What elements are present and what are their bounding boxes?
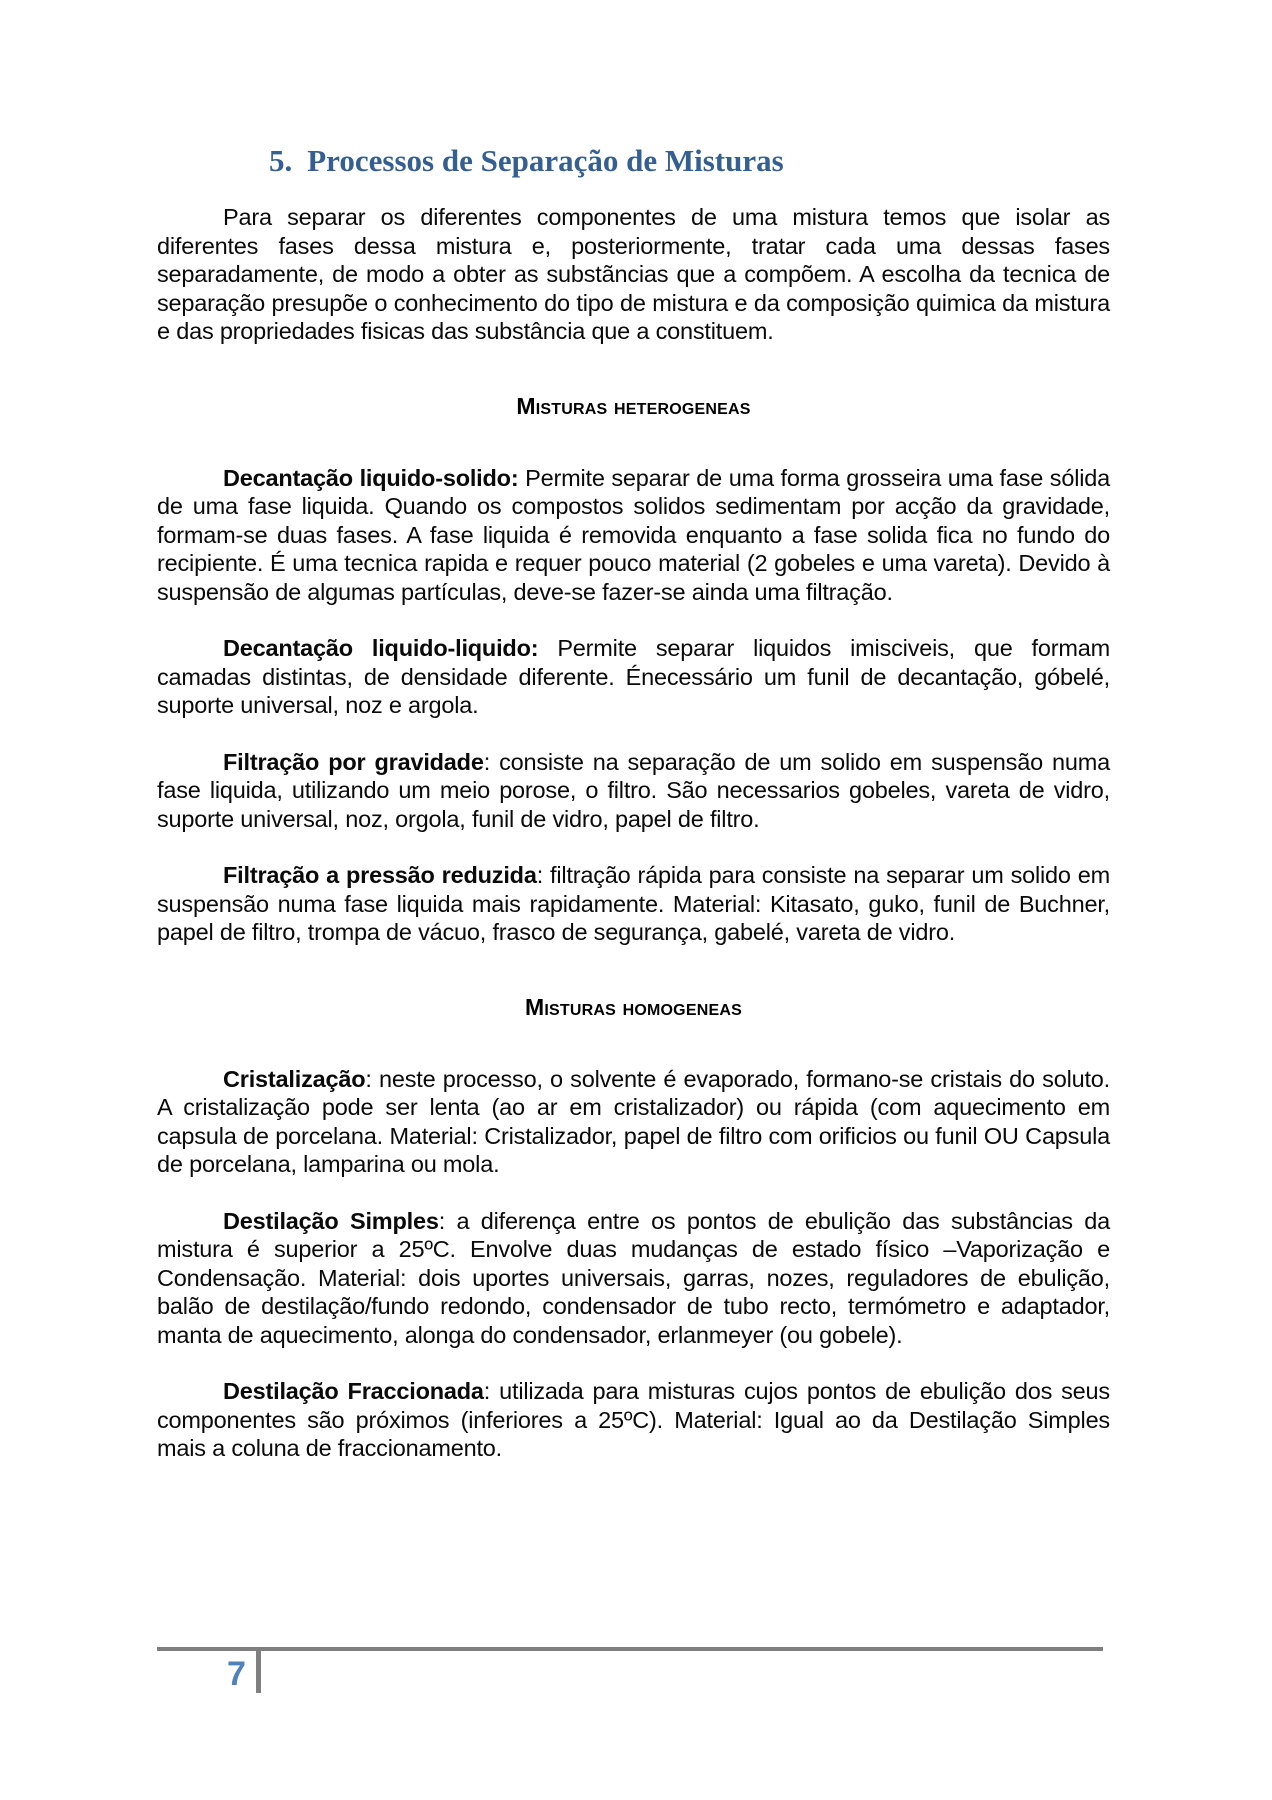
- paragraph: Para separar os diferentes componentes de uma mistura temos que isolar as diferentes fases dessa mistura e, posteriormente, tratar cada uma dessas fases separadamente, de modo a obter as substãncias que a compõem. A escolha da tecnica de separação presupõe o conhecimento do tipo de mistura e da composição quimica da mistura e das propriedades fisicas das substância que a constituem.: [157, 204, 1110, 344]
- section-heading: Misturas homogeneas: [525, 993, 742, 1020]
- paragraph: Decantação liquido-solido: Permite separar de uma forma grosseira uma fase sólida de uma fase liquida. Quando os compostos solidos sedimentam por acção da gravidade, formam-se duas fases. A fase liquida é removida enquanto a fase solida fica no fundo do recipiente. É uma tecnica rapida e requer pouco material (2 gobeles e uma vareta). Devido à suspensão de algumas partículas, deve-se fazer-se ainda uma filtração.: [157, 464, 1111, 605]
- paragraph: Cristalização: neste processo, o solvente é evaporado, formano-se cristais do soluto. A cristalização pode ser lenta (ao ar em cristalizador) ou rápida (com aquecimento em capsula de porcelana. Material: Cristalizador, papel de filtro com orificios ou funil OU Capsula de porcelana, lamparina ou mola.: [157, 1065, 1110, 1177]
- paragraph: Filtração a pressão reduzida: filtração rápida para consiste na separar um solido em suspensão numa fase liquida mais rapidamente. Material: Kitasato, guko, funil de Buchner, papel de filtro, trompa de vácuo, frasco de segurança, gabelé, vareta de vidro.: [157, 862, 1110, 945]
- content-column: [157, 0, 1110, 1491]
- footer-row: [227, 1651, 1103, 1697]
- paragraph-lead: Decantação liquido-liquido:: [223, 635, 539, 661]
- paragraph-lead: Filtração a pressão reduzida: [223, 862, 537, 888]
- page-number-divider: [256, 1651, 261, 1693]
- paragraph-lead: Decantação liquido-solido:: [223, 464, 519, 491]
- paragraph-lead: Cristalização: [223, 1065, 366, 1092]
- title-text: Processos de Separação de Misturas: [307, 143, 784, 178]
- page-number: 7: [227, 1655, 246, 1693]
- page-footer: [157, 1647, 1103, 1697]
- section-heading: Misturas heterogeneas: [516, 392, 751, 419]
- document-title: [269, 142, 1110, 179]
- title-number: 5.: [269, 143, 293, 178]
- document-body: [157, 203, 1110, 1463]
- paragraph: Destilação Fraccionada: utilizada para misturas cujos pontos de ebulição dos seus componentes são próximos (inferiores a 25ºC). Material: Igual ao da Destilação Simples mais a coluna de fraccionamento.: [157, 1378, 1110, 1461]
- paragraph: Decantação liquido-liquido: Permite separar liquidos imisciveis, que formam camadas distintas, de densidade diferente. Énecessário um funil de decantação, góbelé, suporte universal, noz e argola.: [157, 635, 1110, 718]
- paragraph: Destilação Simples: a diferença entre os pontos de ebulição das substâncias da mistura é superior a 25ºC. Envolve duas mudanças de estado físico –Vaporização e Condensação. Material: dois uportes universais, garras, nozes, reguladores de ebulição, balão de destilação/fundo redondo, condensador de tubo recto, termómetro e adaptador, manta de aquecimento, alonga do condensador, erlanmeyer (ou gobele).: [157, 1207, 1111, 1348]
- paragraph-lead: Destilação Simples: [223, 1207, 439, 1234]
- paragraph: Filtração por gravidade: consiste na separação de um solido em suspensão numa fase liquida, utilizando um meio porose, o filtro. São necessarios gobeles, vareta de vidro, suporte universal, noz, orgola, funil de vidro, papel de filtro.: [157, 748, 1110, 832]
- paragraph-lead: Filtração por gravidade: [223, 748, 484, 775]
- paragraph-lead: Destilação Fraccionada: [223, 1378, 484, 1404]
